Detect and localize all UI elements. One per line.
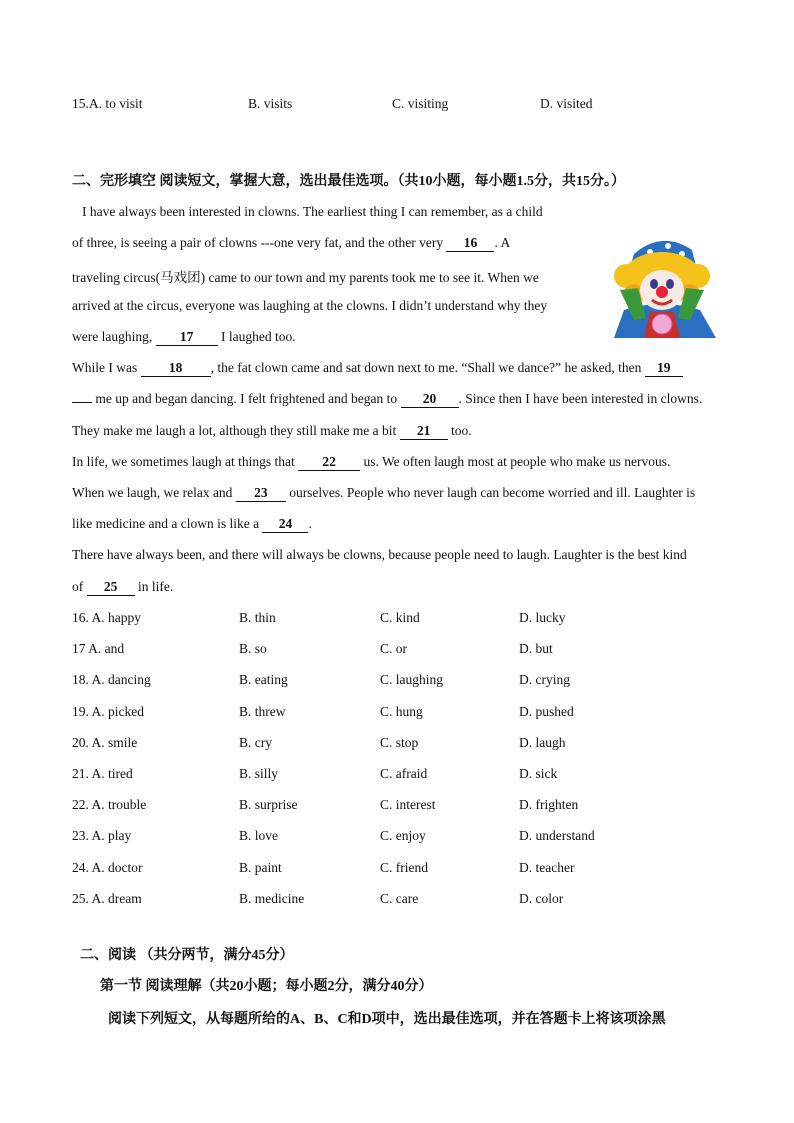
- question-option-c: C. enjoy: [380, 828, 426, 844]
- question-option-d: D. laugh: [519, 734, 566, 750]
- question-row: [72, 766, 752, 784]
- passage-line-4: arrived at the circus, everyone was laughing at the clowns. I didn’t understand why they: [72, 298, 548, 313]
- passage-line-6: While I was 18 , the fat clown came and sat down next to me. “Shall we dance?” he asked, then 19: [72, 360, 683, 377]
- question-option-a: 24. A. doctor: [72, 859, 143, 875]
- question-option-d: D. lucky: [519, 610, 566, 625]
- cloze-section-heading: 二、完形填空 阅读短文，掌握大意，选出最佳选项。（共10小题，每小题1.5分，共15分。）: [72, 174, 625, 189]
- passage-line-2: of three, is seeing a pair of clowns ---one very fat, and the other very 16 . A: [72, 235, 511, 250]
- question-option-b: B. paint: [239, 859, 282, 875]
- question-option-b: B. threw: [239, 703, 286, 719]
- question-option-c: C. laughing: [380, 672, 443, 688]
- question-option-b: B. medicine: [239, 890, 305, 906]
- q15-option-d: D. visited: [540, 96, 593, 111]
- blank-20: 20: [401, 391, 459, 408]
- blank-22: 22: [298, 454, 360, 471]
- question-option-a: 17 A. and: [72, 641, 125, 657]
- question-option-d: D. crying: [519, 672, 570, 688]
- question-option-a: 25. A. dream: [72, 890, 142, 906]
- passage-line-12: There have always been, and there will always be clowns, because people need to laugh. Laughter is the best kind: [72, 547, 687, 562]
- q15-option-b: B. visits: [248, 96, 293, 111]
- question-row: [72, 797, 752, 815]
- reading-instruction: 阅读下列短文，从每题所给的A、B、C和D项中，选出最佳选项，并在答题卡上将该项涂黑: [108, 1012, 666, 1027]
- question-option-d: D. understand: [519, 828, 595, 844]
- question-option-a: 20. A. smile: [72, 734, 138, 750]
- question-option-b: B. silly: [239, 766, 279, 781]
- passage-line-3: traveling circus(马戏团) came to our town and my parents took me to see it. When we: [72, 270, 539, 285]
- question-row: [72, 860, 752, 878]
- question-option-b: B. thin: [239, 610, 276, 625]
- question-option-a: 22. A. trouble: [72, 797, 147, 813]
- question-option-c: C. stop: [380, 734, 419, 750]
- question-option-d: D. color: [519, 890, 564, 906]
- passage-line-1: I have always been interested in clowns. The earliest thing I can remember, as a child: [82, 204, 543, 219]
- question-option-a: 16. A. happy: [72, 610, 141, 625]
- passage-line-8: They make me laugh a lot, although they still make me a bit 21 too.: [72, 423, 472, 438]
- question-option-d: D. teacher: [519, 859, 575, 875]
- question-option-c: C. care: [380, 890, 419, 906]
- question-row: [72, 672, 752, 690]
- clown-illustration-icon: [604, 232, 720, 338]
- passage-line-7: me up and began dancing. I felt frightened and began to 20 . Since then I have been interested in clowns.: [72, 391, 702, 408]
- question-option-d: D. but: [519, 641, 553, 657]
- reading-part1-heading: 第一节 阅读理解（共20小题；每小题2分，满分40分）: [100, 979, 433, 994]
- q15-option-c: C. visiting: [392, 96, 449, 111]
- blank-21: 21: [400, 423, 448, 440]
- question-option-a: 23. A. play: [72, 828, 132, 844]
- question-option-b: B. so: [239, 641, 267, 657]
- passage-line-10: When we laugh, we relax and 23 ourselves. People who never laugh can become worried and ill. Laughter is: [72, 485, 696, 500]
- passage-line-5: were laughing, 17 I laughed too.: [72, 329, 296, 344]
- question-option-b: B. love: [239, 828, 278, 844]
- blank-24: 24: [262, 516, 308, 533]
- question-option-c: C. friend: [380, 859, 428, 875]
- question-option-c: C. interest: [380, 797, 436, 813]
- reading-section-heading: 二、阅读 （共分两节，满分45分）: [80, 948, 294, 963]
- question-option-c: C. afraid: [380, 766, 428, 781]
- question-option-b: B. surprise: [239, 797, 298, 813]
- blank-25: 25: [87, 579, 135, 596]
- question-option-c: C. or: [380, 641, 407, 657]
- passage-line-9: In life, we sometimes laugh at things that 22 us. We often laugh most at people who make us nervous.: [72, 454, 671, 469]
- question-row: [72, 704, 752, 722]
- question-row: [72, 828, 752, 846]
- question-option-c: C. hung: [380, 703, 423, 719]
- blank-18: 18: [141, 360, 211, 377]
- blank-19-tail: [72, 402, 92, 403]
- question-row: [72, 735, 752, 753]
- question-option-a: 18. A. dancing: [72, 672, 151, 688]
- blank-16: 16: [446, 235, 494, 252]
- question-option-b: B. cry: [239, 734, 272, 750]
- blank-23: 23: [236, 485, 286, 502]
- question-option-d: D. pushed: [519, 703, 574, 719]
- question-option-d: D. frighten: [519, 797, 579, 813]
- question-option-d: D. sick: [519, 766, 558, 781]
- passage-line-11: like medicine and a clown is like a 24 .: [72, 516, 312, 531]
- blank-17: 17: [156, 329, 218, 346]
- question-option-a: 19. A. picked: [72, 703, 144, 719]
- passage-line-13: of 25 in life.: [72, 579, 174, 594]
- q15-option-a: 15.A. to visit: [72, 96, 143, 111]
- question-option-b: B. eating: [239, 672, 288, 688]
- question-option-c: C. kind: [380, 610, 420, 625]
- question-option-a: 21. A. tired: [72, 766, 133, 781]
- question-row: [72, 641, 752, 659]
- question-row: [72, 610, 752, 628]
- blank-19: 19: [645, 360, 683, 377]
- question-row: [72, 891, 752, 909]
